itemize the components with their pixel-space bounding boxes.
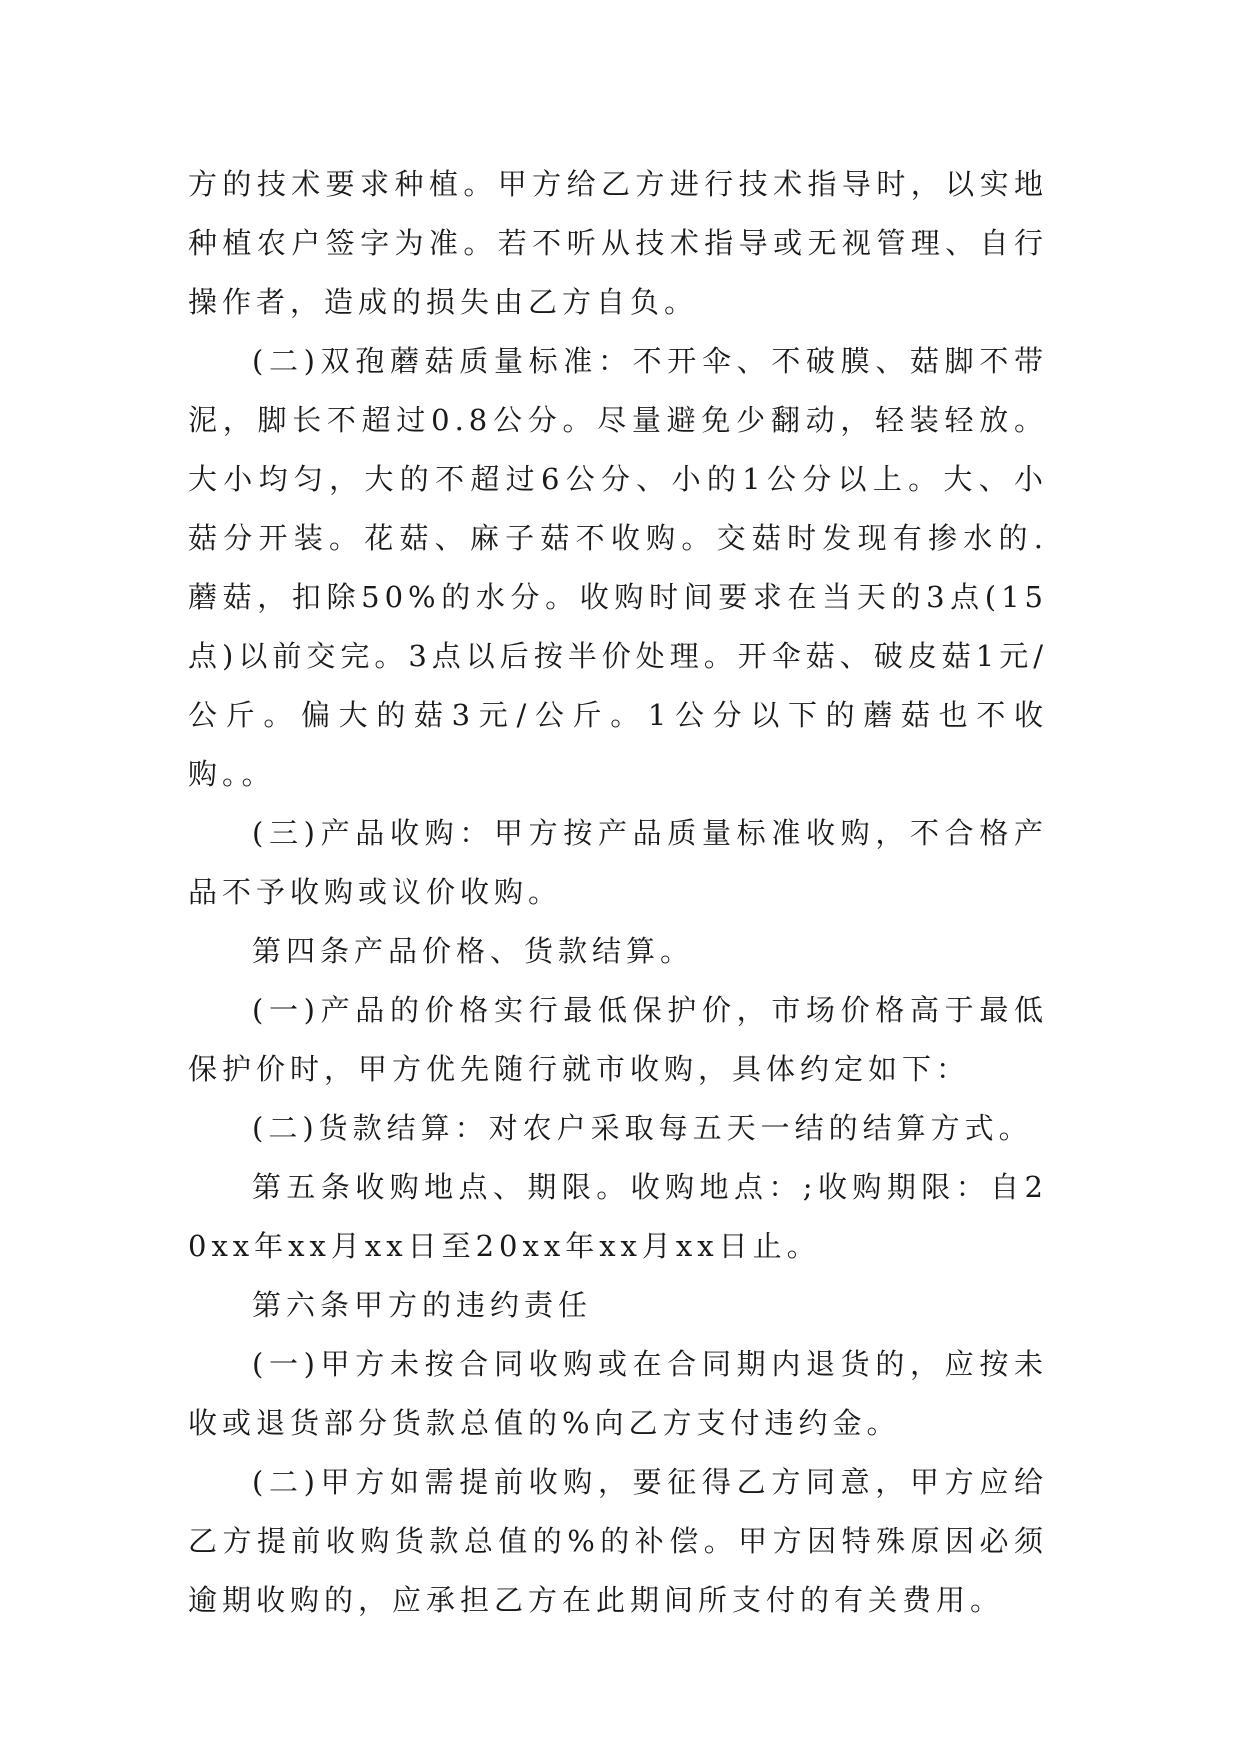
document-body — [188, 155, 1048, 1630]
article-four-heading: 第四条产品价格、货款结算。 — [252, 934, 695, 968]
paragraph-breach-penalty: (一)甲方未按合同收购或在合同期内退货的，应按未收或退货部分货款总值的%向乙方支付违约金。 — [188, 1347, 1048, 1440]
paragraph-quality-standard: (二)双孢蘑菇质量标准：不开伞、不破膜、菇脚不带泥，脚长不超过0.8公分。尽量避免少翻动，轻装轻放。大小均匀，大的不超过6公分、小的1公分以上。大、小菇分开装。花菇、麻子菇不收购。交菇时发现有掺水的.蘑菇，扣除50%的水分。收购时间要求在当天的3点(15点)以前交完。3点以后按半价处理。开伞菇、破皮菇1元/公斤。偏大的菇3元/公斤。1公分以下的蘑菇也不收购。。 — [188, 344, 1048, 791]
paragraph-early-purchase: (二)甲方如需提前收购，要征得乙方同意，甲方应给乙方提前收购货款总值的%的补偿。甲方因特殊原因必须逾期收购的，应承担乙方在此期间所支付的有关费用。 — [188, 1465, 1048, 1617]
article-six-heading: 第六条甲方的违约责任 — [252, 1288, 593, 1322]
paragraph-continued-technical-guidance: 方的技术要求种植。甲方给乙方进行技术指导时，以实地种植农户签字为准。若不听从技术指导或无视管理、自行操作者，造成的损失由乙方自负。 — [188, 167, 1048, 319]
paragraph-product-purchase: (三)产品收购：甲方按产品质量标准收购，不合格产品不予收购或议价收购。 — [188, 816, 1048, 909]
paragraph-payment-settlement: (二)货款结算：对农户采取每五天一结的结算方式。 — [252, 1111, 1033, 1145]
paragraph-price-protection: (一)产品的价格实行最低保护价，市场价格高于最低保护价时，甲方优先随行就市收购，具体约定如下： — [188, 993, 1048, 1086]
article-five-location-period: 第五条收购地点、期限。收购地点：;收购期限：自20xx年xx月xx日至20xx年xx月xx日止。 — [188, 1170, 1048, 1263]
